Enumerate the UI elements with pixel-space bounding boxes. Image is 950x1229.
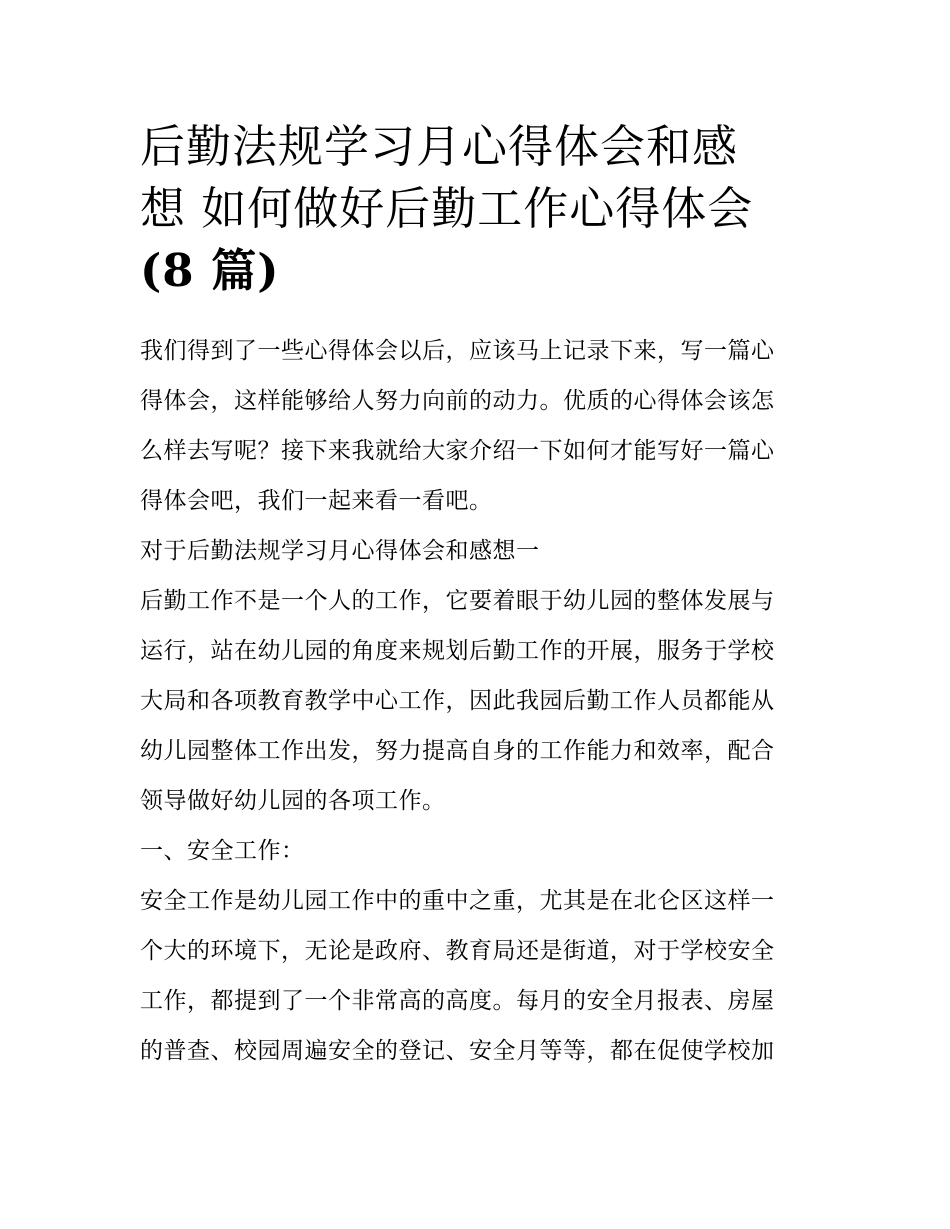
- title-line-2: 想 如何做好后勤工作心得体会: [140, 182, 754, 235]
- document-page: [140, 116, 820, 1076]
- body-line-9: 幼儿园整体工作出发，努力提高自身的工作能力和效率，配合: [140, 738, 775, 764]
- subsection-heading-safety: 一、安全工作：: [140, 838, 305, 864]
- body-line-6: 后勤工作不是一个人的工作，它要着眼于幼儿园的整体发展与: [140, 588, 775, 614]
- body-line-8: 大局和各项教育教学中心工作，因此我园后勤工作人员都能从: [140, 688, 775, 714]
- body-line-3: 么样去写呢？接下来我就给大家介绍一下如何才能写好一篇心: [140, 438, 775, 464]
- document-title: [140, 116, 820, 302]
- body-line-14: 工作，都提到了一个非常高的高度。每月的安全月报表、房屋: [140, 988, 775, 1014]
- title-line-1: 后勤法规学习月心得体会和感: [140, 120, 739, 173]
- body-line-2: 得体会，这样能够给人努力向前的动力。优质的心得体会该怎: [140, 388, 775, 414]
- body-line-13: 个大的环境下，无论是政府、教育局还是街道，对于学校安全: [140, 938, 775, 964]
- title-line-3: (8 篇): [140, 244, 280, 297]
- body-line-10: 领导做好幼儿园的各项工作。: [140, 788, 446, 814]
- section-heading-1: 对于后勤法规学习月心得体会和感想一: [140, 538, 540, 564]
- body-line-7: 运行，站在幼儿园的角度来规划后勤工作的开展，服务于学校: [140, 638, 775, 664]
- body-line-1: 我们得到了一些心得体会以后，应该马上记录下来，写一篇心: [140, 338, 775, 364]
- document-body: [140, 326, 820, 1076]
- body-line-4: 得体会吧，我们一起来看一看吧。: [140, 488, 493, 514]
- body-line-12: 安全工作是幼儿园工作中的重中之重，尤其是在北仑区这样一: [140, 888, 775, 914]
- body-line-15: 的普查、校园周遍安全的登记、安全月等等，都在促使学校加: [140, 1038, 775, 1064]
